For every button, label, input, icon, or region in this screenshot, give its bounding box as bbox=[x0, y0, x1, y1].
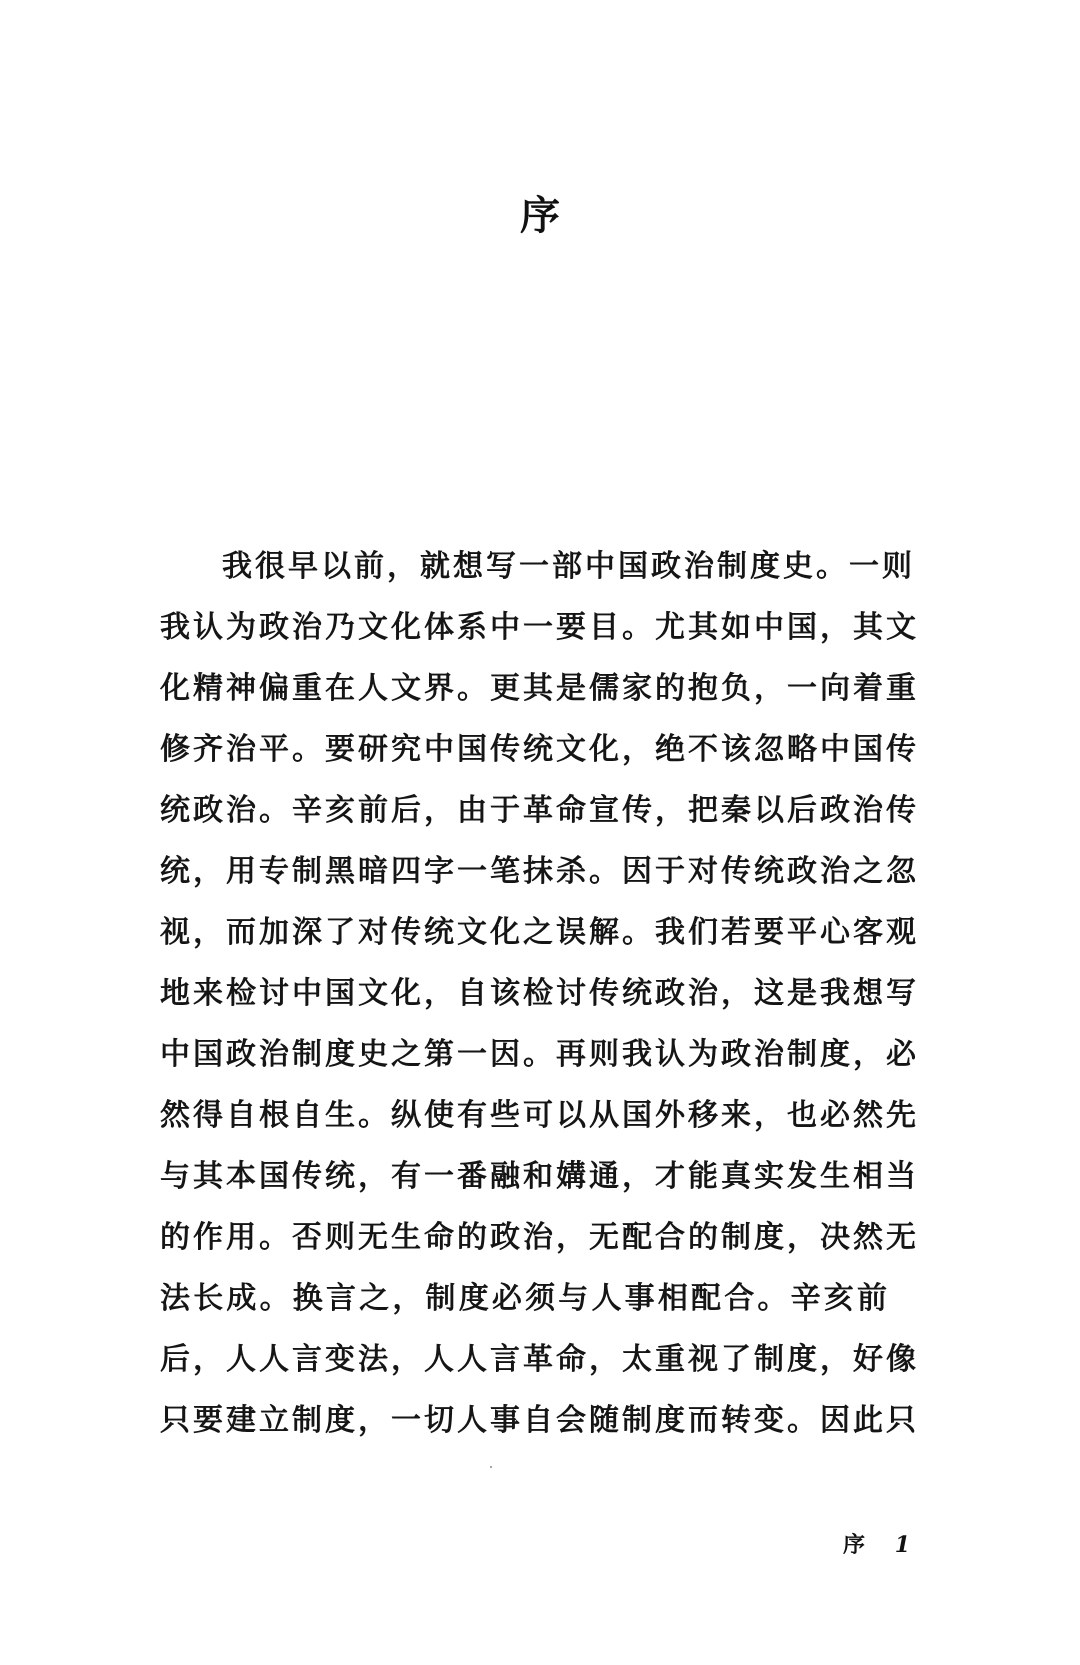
text-line: 只要建立制度，一切人事自会随制度而转变。因此只 bbox=[160, 1403, 919, 1438]
text-line: 后，人人言变法，人人言革命，太重视了制度，好像 bbox=[160, 1342, 919, 1377]
text-line: 我很早以前，就想写一部中国政治制度史。一则 bbox=[222, 549, 915, 584]
text-line: 修齐治平。要研究中国传统文化，绝不该忽略中国传 bbox=[160, 732, 919, 767]
text-line: 地来检讨中国文化，自该检讨传统政治，这是我想写 bbox=[160, 976, 919, 1011]
text-line: 我认为政治乃文化体系中一要目。尤其如中国，其文 bbox=[160, 610, 919, 645]
text-line: 化精神偏重在人文界。更其是儒家的抱负，一向着重 bbox=[160, 671, 919, 706]
footer-section-label: 序 bbox=[843, 1532, 866, 1558]
text-line: 与其本国传统，有一番融和媾通，才能真实发生相当 bbox=[160, 1159, 919, 1194]
preface-body bbox=[160, 536, 919, 1451]
scan-speck bbox=[490, 1466, 492, 1468]
text-line: 中国政治制度史之第一因。再则我认为政治制度，必 bbox=[160, 1037, 919, 1072]
text-line: 统，用专制黑暗四字一笔抹杀。因于对传统政治之忽 bbox=[160, 854, 919, 889]
text-line: 然得自根自生。纵使有些可以从国外移来，也必然先 bbox=[160, 1098, 919, 1133]
text-line: 的作用。否则无生命的政治，无配合的制度，决然无 bbox=[160, 1220, 919, 1255]
text-line: 法长成。换言之，制度必须与人事相配合。辛亥前 bbox=[160, 1281, 890, 1316]
page-title: 序 bbox=[520, 192, 560, 239]
text-line: 统政治。辛亥前后，由于革命宣传，把秦以后政治传 bbox=[160, 793, 919, 828]
page-number: 1 bbox=[894, 1532, 910, 1558]
text-line: 视，而加深了对传统文化之误解。我们若要平心客观 bbox=[160, 915, 919, 950]
page-footer bbox=[843, 1528, 910, 1559]
